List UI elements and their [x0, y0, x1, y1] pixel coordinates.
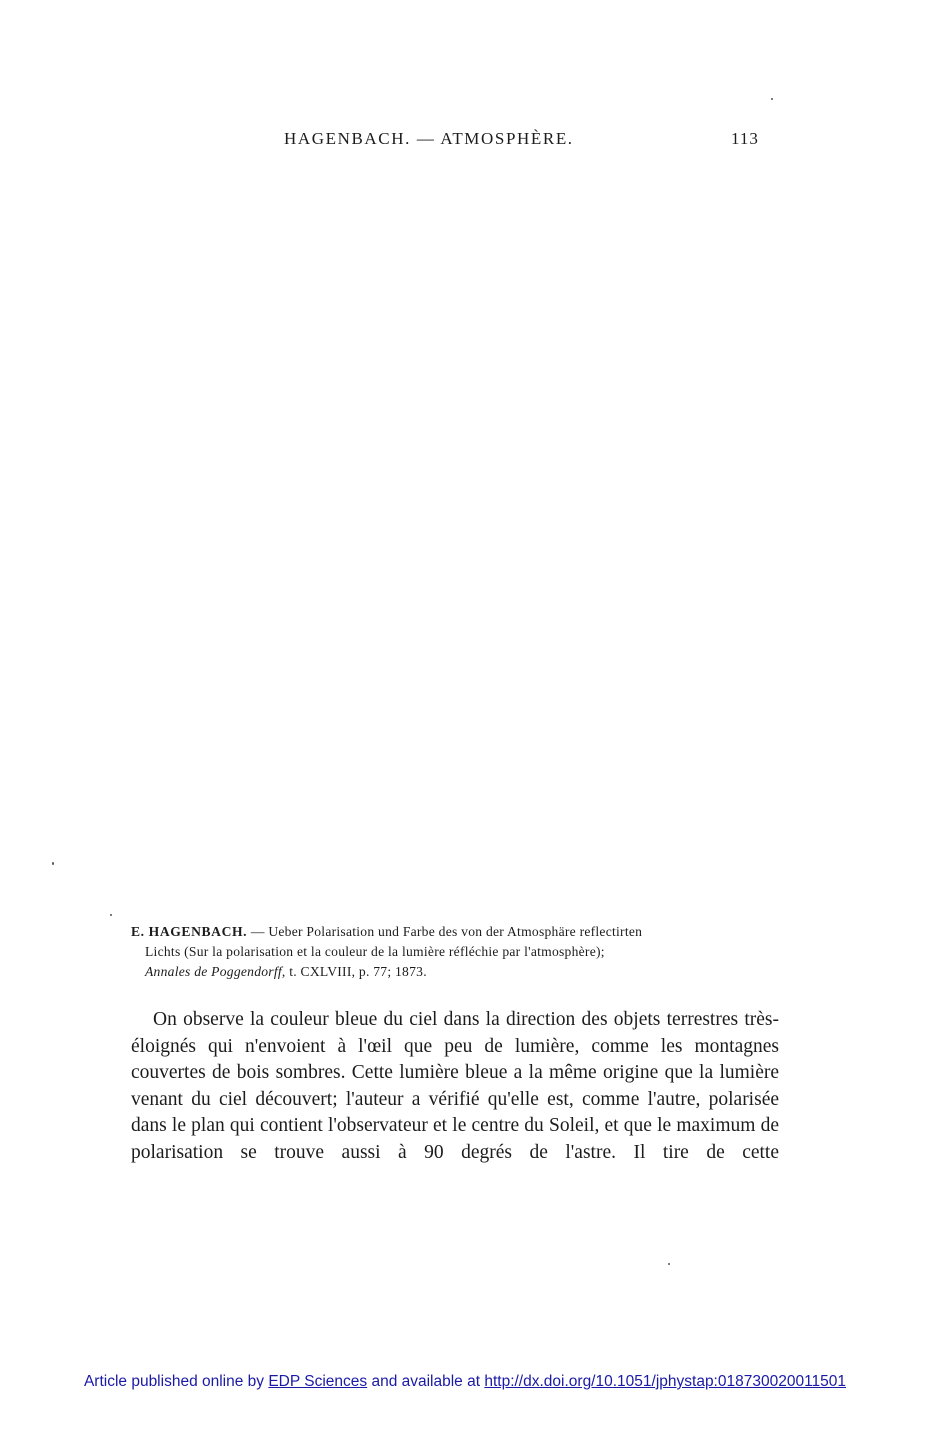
footer-middle: and available at	[367, 1373, 485, 1390]
scan-speck	[110, 914, 112, 916]
running-title: HAGENBACH. — ATMOSPHÈRE.	[284, 129, 574, 148]
body-text	[131, 1007, 779, 1167]
running-head	[0, 128, 930, 152]
reference-title-start: — Ueber Polarisation und Farbe des von der Atmosphäre reflectirten	[247, 924, 643, 939]
bibliographic-reference	[131, 922, 781, 982]
edp-sciences-link[interactable]: EDP Sciences	[268, 1373, 368, 1390]
scan-speck	[668, 1263, 670, 1265]
publication-footer	[0, 1372, 930, 1392]
footer-prefix: Article published online by	[83, 1373, 269, 1390]
scan-speck	[771, 98, 773, 100]
page-number: 113	[731, 129, 759, 148]
reference-line-1	[131, 922, 781, 942]
reference-line-3	[131, 962, 781, 982]
reference-author: E. HAGENBACH.	[131, 924, 248, 939]
scan-speck	[52, 862, 54, 865]
reference-line-2: Lichts (Sur la polarisation et la couleur de la lumière réfléchie par l'atmosphère);	[145, 944, 605, 959]
reference-journal: Annales de Poggendorff	[145, 964, 282, 979]
body-paragraph: On observe la couleur bleue du ciel dans la direction des objets terrestres très-éloignés qui n'envoient à l'œil que peu de lumière, comme les montagnes couvertes de bois sombres. Cette lumière bleue a la même origine que la lumière venant du ciel découvert; l'auteur a vérifié qu'elle est, comme l'autre, polarisée dans le plan qui contient l'observateur et le centre du Soleil, et que le maximum de polarisation se trouve aussi à 90 degrés de l'astre. Il tire de cette	[131, 1009, 779, 1163]
doi-link[interactable]: http://dx.doi.org/10.1051/jphystap:018730020011501	[484, 1373, 847, 1390]
reference-citation: , t. CXLVIII, p. 77; 1873.	[281, 964, 427, 979]
